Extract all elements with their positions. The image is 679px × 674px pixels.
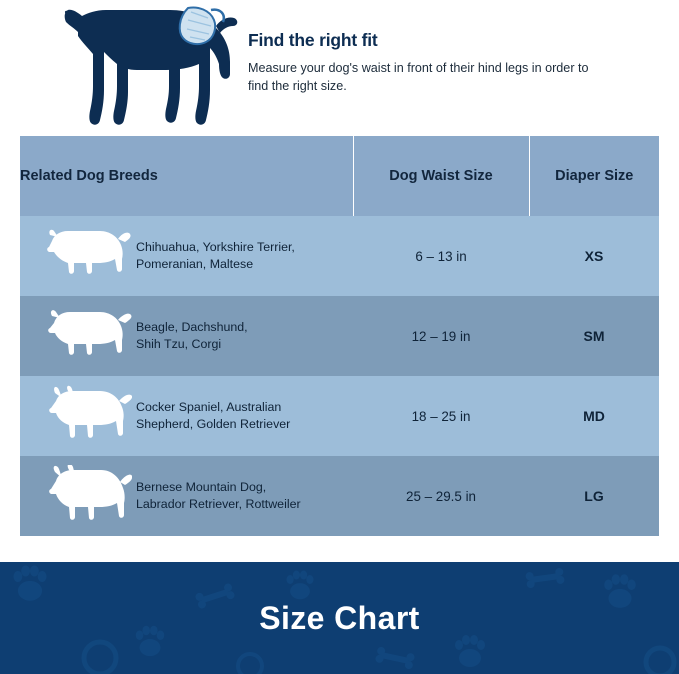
size-chart-table — [20, 136, 659, 536]
breed-list — [132, 399, 290, 433]
large-dog-silhouette-icon — [38, 465, 132, 527]
breed-cell — [20, 456, 353, 536]
footer-title: Size Chart — [259, 600, 420, 636]
breed-cell — [20, 216, 353, 296]
table-row — [20, 296, 659, 376]
diaper-size-value: XS — [584, 248, 604, 264]
waist-value: 12 – 19 in — [411, 328, 471, 344]
small-dog-silhouette-icon — [38, 225, 132, 287]
breed-line-1: Bernese Mountain Dog, — [136, 479, 267, 494]
spacer — [0, 536, 679, 557]
breed-line-2: Shepherd, Golden Retriever — [136, 417, 291, 431]
table-header-row — [20, 136, 659, 216]
breed-line-1: Cocker Spaniel, Australian — [136, 399, 282, 414]
table-row — [20, 216, 659, 296]
breed-list — [132, 479, 301, 513]
breed-line-1: Beagle, Dachshund, — [136, 319, 248, 334]
table-row — [20, 456, 659, 536]
column-header-waist — [353, 136, 529, 216]
column-header-diaper-size: Diaper Size — [555, 167, 634, 184]
breed-list — [132, 319, 248, 353]
breed-list — [132, 239, 295, 273]
header-text-block — [248, 4, 659, 96]
breed-line-2: Pomeranian, Maltese — [136, 257, 254, 271]
footer-banner — [0, 562, 679, 674]
breed-line-1: Chihuahua, Yorkshire Terrier, — [136, 239, 295, 254]
medium-small-dog-silhouette-icon — [38, 305, 132, 367]
dog-with-diaper-illustration — [20, 4, 248, 134]
page-subtitle: Measure your dog's waist in front of their hind legs in order to find the right size. — [248, 61, 589, 93]
waist-value: 18 – 25 in — [411, 408, 471, 424]
breed-line-2: Labrador Retriever, Rottweiler — [136, 497, 301, 511]
diaper-size-value: SM — [583, 328, 605, 344]
diaper-size-value: LG — [584, 488, 604, 504]
breed-cell — [20, 376, 353, 456]
column-header-breeds: Related Dog Breeds — [20, 168, 158, 184]
breed-line-2: Shih Tzu, Corgi — [136, 337, 222, 351]
column-header-waist-line1: Dog Waist Size — [389, 167, 493, 184]
diaper-size-value: MD — [583, 408, 605, 424]
waist-value: 6 – 13 in — [415, 248, 467, 264]
waist-value: 25 – 29.5 in — [406, 488, 476, 504]
breed-cell — [20, 296, 353, 376]
header — [0, 0, 679, 136]
medium-dog-silhouette-icon — [38, 385, 132, 447]
page-title: Find the right fit — [248, 30, 378, 50]
table-row — [20, 376, 659, 456]
